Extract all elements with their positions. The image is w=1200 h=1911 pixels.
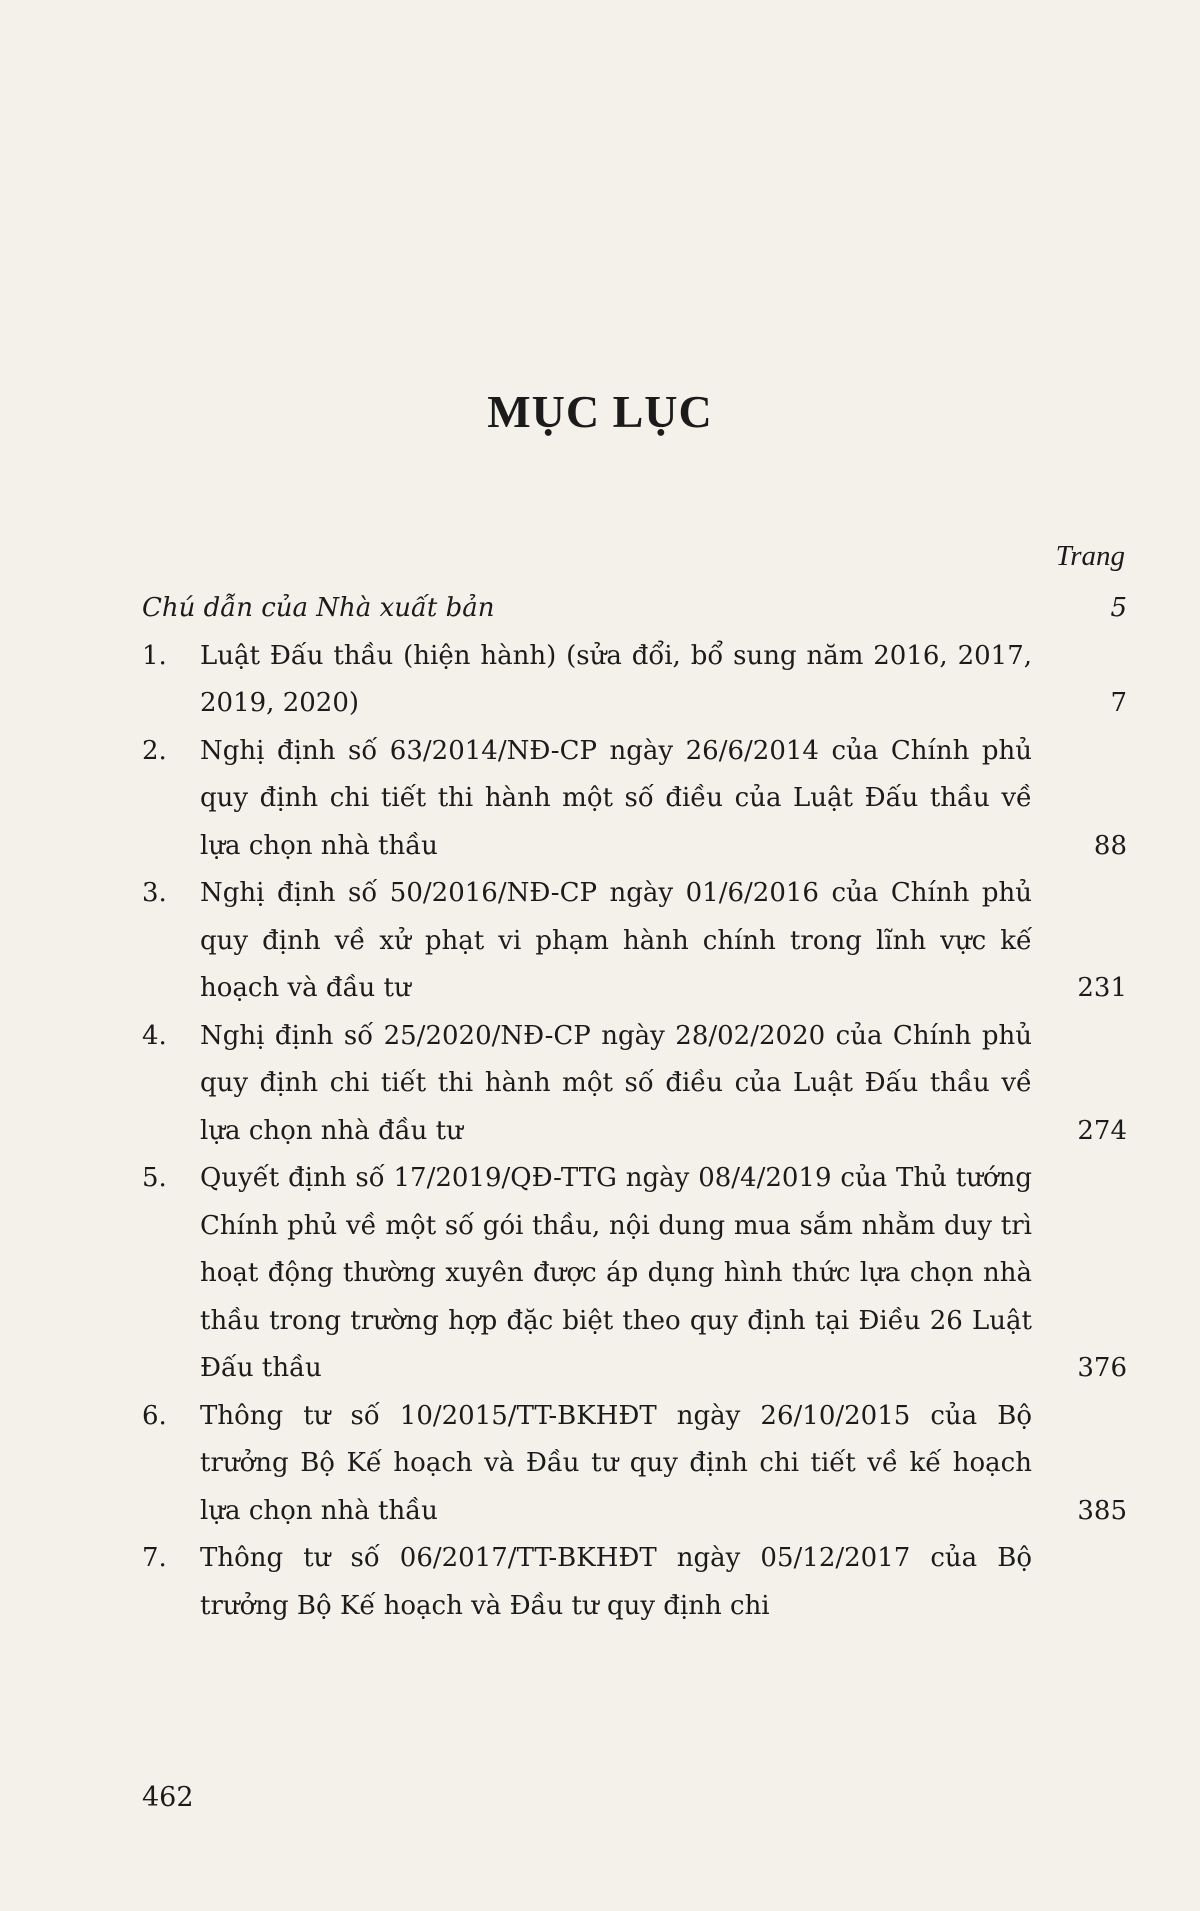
toc-entry-number: 4.	[142, 1020, 167, 1051]
page-title: MỤC LỤC	[487, 386, 713, 437]
toc-entry-5	[142, 1155, 1127, 1393]
toc-entry-text: Chú dẫn của Nhà xuất bản	[142, 593, 495, 623]
toc-entry-number: 6.	[142, 1400, 167, 1431]
toc-entry-number: 3.	[142, 878, 167, 908]
table-of-contents	[142, 585, 1127, 1630]
toc-entry-text: Quyết định số 17/2019/QĐ-TTG ngày 08/4/2019 của Thủ tướng Chính phủ về một số gói thầu, nội dung mua sắm nhằm duy trì hoạt động thường xuyên được áp dụng hình thức lựa chọn nhà thầu trong trường hợp đặc biệt theo quy định tại Điều 26 Luật Đấu thầu	[200, 1163, 1032, 1383]
toc-entry-text: Thông tư số 06/2017/TT-BKHĐT ngày 05/12/2017 của Bộ trưởng Bộ Kế hoạch và Đầu tư quy định chi	[200, 1543, 1032, 1621]
toc-entry-text: Luật Đấu thầu (hiện hành) (sửa đổi, bổ sung năm 2016, 2017, 2019, 2020)	[200, 640, 1032, 718]
toc-entry-page: 274	[1077, 1115, 1127, 1146]
toc-entry-number: 5.	[142, 1163, 167, 1193]
toc-entry-text: Nghị định số 63/2014/NĐ-CP ngày 26/6/2014 của Chính phủ quy định chi tiết thi hành một số điều của Luật Đấu thầu về lựa chọn nhà thầu	[200, 735, 1032, 861]
toc-entry-page: 88	[1093, 830, 1127, 861]
toc-entry-number: 1.	[142, 640, 167, 671]
toc-entry-intro	[142, 585, 1127, 633]
toc-entry-7	[142, 1535, 1127, 1630]
toc-entry-text: Nghị định số 25/2020/NĐ-CP ngày 28/02/2020 của Chính phủ quy định chi tiết thi hành một số điều của Luật Đấu thầu về lựa chọn nhà đầu tư	[200, 1020, 1032, 1146]
toc-entry-page: 7	[1110, 688, 1127, 718]
toc-entry-2	[142, 728, 1127, 871]
toc-entry-text: Nghị định số 50/2016/NĐ-CP ngày 01/6/2016 của Chính phủ quy định về xử phạt vi phạm hành chính trong lĩnh vực kế hoạch và đầu tư	[200, 878, 1032, 1003]
page-column-label: Trang	[1055, 540, 1125, 572]
toc-entry-number: 2.	[142, 735, 167, 766]
toc-entry-4	[142, 1013, 1127, 1156]
toc-entry-6	[142, 1393, 1127, 1536]
toc-entry-number: 7.	[142, 1543, 167, 1573]
toc-entry-text: Thông tư số 10/2015/TT-BKHĐT ngày 26/10/2015 của Bộ trưởng Bộ Kế hoạch và Đầu tư quy định chi tiết về kế hoạch lựa chọn nhà thầu	[200, 1400, 1032, 1526]
toc-entry-page: 5	[1110, 593, 1127, 623]
toc-entry-page: 231	[1077, 973, 1127, 1003]
page-number: 462	[142, 1782, 194, 1813]
toc-entry-page: 376	[1077, 1353, 1127, 1383]
toc-entry-1	[142, 633, 1127, 728]
toc-entry-page: 385	[1077, 1495, 1127, 1526]
toc-entry-3	[142, 870, 1127, 1013]
